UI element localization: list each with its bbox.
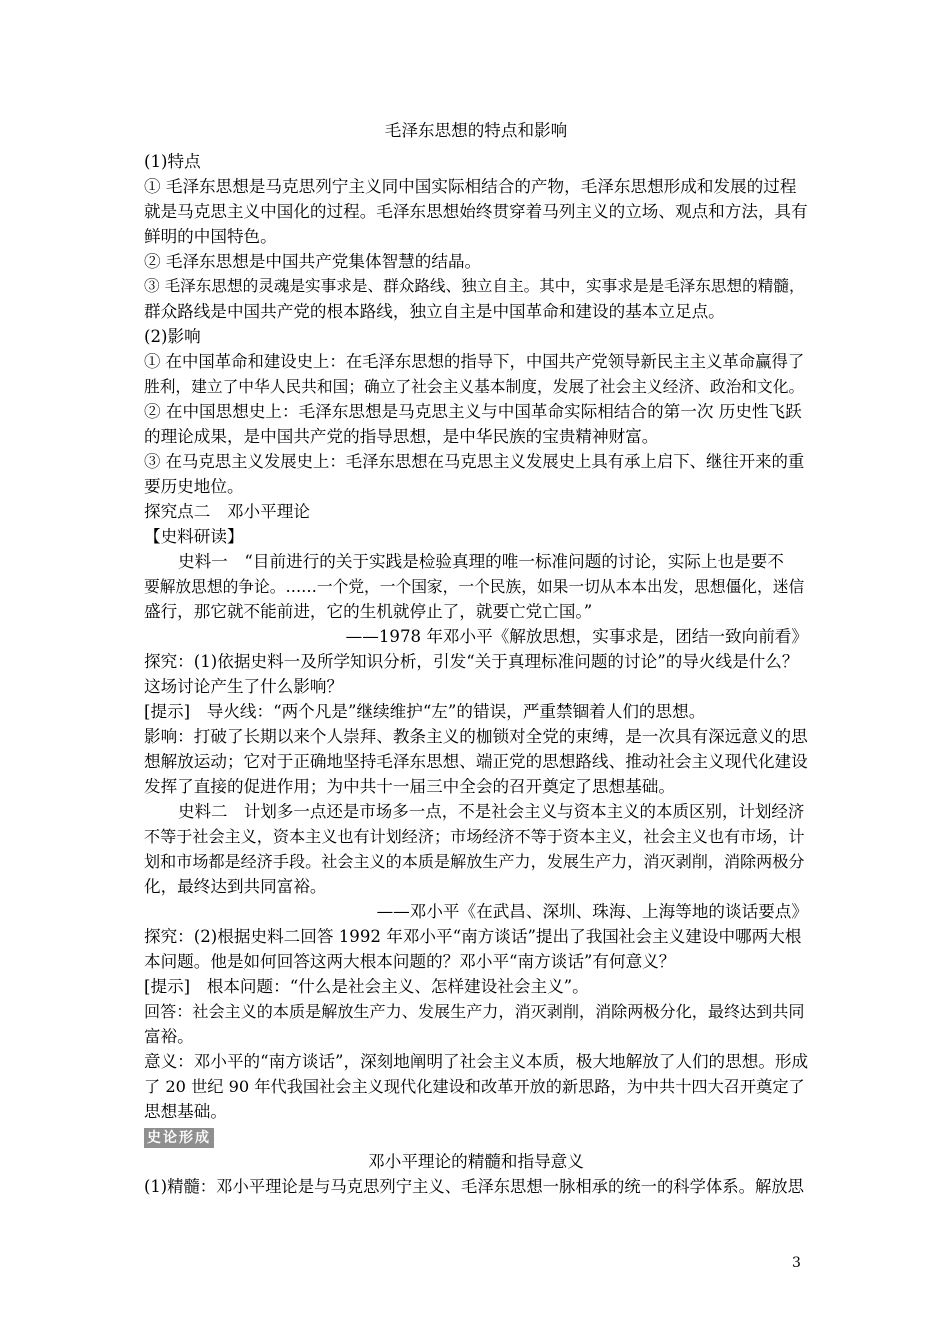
text-line: (1)精髓：邓小平理论是与马克思列宁主义、毛泽东思想一脉相承的统一的科学体系。解放思: [144, 1177, 804, 1196]
text-line: 想解放运动；它对于正确地坚持毛泽东思想、端正党的思想路线、推动社会主义现代化建设: [144, 752, 808, 771]
text-line: 鲜明的中国特色。: [144, 227, 277, 246]
material-source: ——邓小平《在武昌、深圳、珠海、上海等地的谈话要点》: [376, 902, 808, 921]
text-line: [提示] 导火线：“两个凡是”继续维护“左”的错误，严重禁锢着人们的思想。: [144, 702, 706, 721]
inquiry-one: [144, 649, 808, 799]
material-source: ——1978 年邓小平《解放思想，实事求是，团结一致向前看》: [345, 627, 808, 646]
document-body: [144, 112, 808, 1199]
material-two: [144, 799, 808, 924]
badge-row: [144, 1124, 808, 1149]
text-line: 就是马克思主义中国化的过程。毛泽东思想始终贯穿着马列主义的立场、观点和方法，具有: [144, 202, 808, 221]
section1-body: [144, 149, 808, 549]
text-line: 要历史地位。: [144, 477, 244, 496]
text-line: 思想基础。: [144, 1102, 227, 1121]
text-line: 史料一 “目前进行的关于实践是检验真理的唯一标准问题的讨论，实际上也是要不: [178, 552, 784, 571]
text-line: 的理论成果，是中国共产党的指导思想，是中华民族的宝贵精神财富。: [144, 427, 659, 446]
text-line: 群众路线是中国共产党的根本路线，独立自主是中国革命和建设的基本立足点。: [144, 302, 725, 321]
text-line: 发挥了直接的促进作用；为中共十一届三中全会的召开奠定了思想基础。: [144, 777, 675, 796]
text-line: 本问题。他是如何回答这两大根本问题的？邓小平“南方谈话”有何意义？: [144, 952, 676, 971]
text-line: ③ 在马克思主义发展史上：毛泽东思想在马克思主义发展史上具有承上启下、继往开来的重: [144, 452, 805, 471]
section-title: 邓小平理论的精髓和指导意义: [368, 1152, 584, 1171]
text-line: 富裕。: [144, 1027, 194, 1046]
text-line: 史料二 计划多一点还是市场多一点，不是社会主义与资本主义的本质区别，计划经济: [178, 802, 805, 821]
text-line: 化，最终达到共同富裕。: [144, 877, 327, 896]
text-line: ② 毛泽东思想是中国共产党集体智慧的结晶。: [144, 252, 482, 271]
text-line: 盛行，那它就不能前进，它的生机就停止了，就要亡党亡国。”: [144, 602, 593, 621]
text-line: ③ 毛泽东思想的灵魂是实事求是、群众路线、独立自主。其中，实事求是是毛泽东思想的精髓，: [144, 277, 805, 295]
text-line: 不等于社会主义，资本主义也有计划经济；市场经济不等于资本主义，社会主义也有市场，计: [144, 827, 805, 846]
text-line: ② 在中国思想史上：毛泽东思想是马克思主义与中国革命实际相结合的第一次 历史性飞跃: [144, 402, 802, 421]
inquiry-heading: 探究点二 邓小平理论: [144, 502, 310, 521]
inquiry-two: [144, 924, 808, 1124]
text-line: ① 在中国革命和建设史上：在毛泽东思想的指导下，中国共产党领导新民主主义革命赢得了: [144, 352, 805, 371]
text-line: [提示] 根本问题：“什么是社会主义、怎样建设社会主义”。: [144, 977, 589, 996]
section-badge: 史论形成: [144, 1128, 214, 1148]
text-line: 胜利，建立了中华人民共和国；确立了社会主义基本制度，发展了社会主义经济、政治和文化。: [144, 377, 805, 396]
section-title: 毛泽东思想的特点和影响: [384, 121, 568, 140]
text-line: 这场讨论产生了什么影响？: [144, 677, 344, 696]
text-line: 影响：打破了长期以来个人崇拜、教条主义的枷锁对全党的束缚，是一次具有深远意义的思: [144, 727, 808, 746]
text-line: 探究：(2)根据史料二回答 1992 年邓小平“南方谈话”提出了我国社会主义建设中哪两大根: [144, 927, 802, 946]
page-number: 3: [792, 1255, 801, 1271]
material-one: [144, 549, 808, 649]
text-line: ① 毛泽东思想是马克思列宁主义同中国实际相结合的产物，毛泽东思想形成和发展的过程: [144, 177, 797, 196]
material-heading: 【史料研读】: [144, 527, 244, 546]
text-line: (1)特点: [144, 152, 201, 171]
text-line: 探究：(1)依据史料一及所学知识分析，引发“关于真理标准问题的讨论”的导火线是什么？: [144, 652, 799, 671]
text-line: 划和市场都是经济手段。社会主义的本质是解放生产力，发展生产力，消灭剥削，消除两极分: [144, 852, 805, 871]
text-line: 回答：社会主义的本质是解放生产力、发展生产力，消灭剥削，消除两极分化，最终达到共同: [144, 1002, 805, 1021]
text-line: 意义：邓小平的“南方谈话”，深刻地阐明了社会主义本质，极大地解放了人们的思想。形成: [144, 1052, 809, 1071]
text-line: 要解放思想的争论。……一个党，一个国家，一个民族，如果一切从本本出发，思想僵化，迷信: [144, 577, 805, 596]
text-line: 了 20 世纪 90 年代我国社会主义现代化建设和改革开放的新思路，为中共十四大召开奠定了: [144, 1077, 805, 1096]
text-line: (2)影响: [144, 327, 201, 346]
